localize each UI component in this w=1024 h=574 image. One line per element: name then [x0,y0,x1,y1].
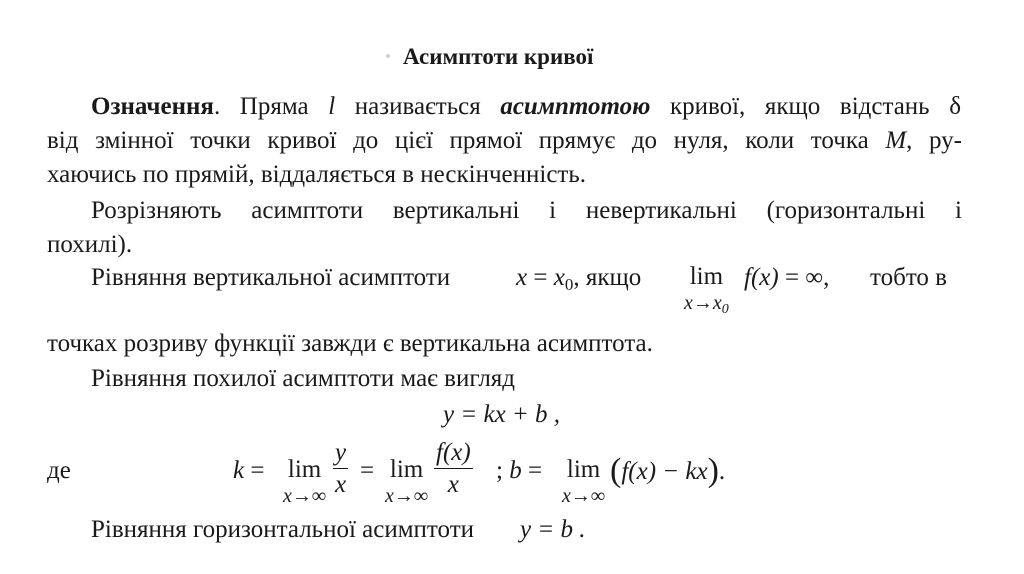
vertical-limit: lim $x\to x_0$ [684,263,729,317]
b-equals: ; b = [496,457,543,484]
vertical-line-2: точках розриву функції завжди є вертикальна асимптота. [47,330,653,357]
types-line-2: похилі). [47,231,133,258]
var-l: l [328,93,336,120]
k-equals: k = [233,457,265,484]
delta-symbol: δ [949,93,961,120]
decorative-dot [386,54,390,58]
definition-line-2: від змінної точки кривої до цієї прямої прямує до нуля, коли точка M, ру- [47,127,963,154]
fraction-fx-over-x: $\frac{f(x)}{x}$ [436,439,471,498]
vertical-function: f(x) = ∞, [744,264,830,291]
vertical-equation: $x = x_0$, якщо [516,264,642,294]
emphasized-term: асимптотою [500,93,651,120]
equals-sign: = [360,457,375,484]
oblique-lead: Рівняння похилої асимптоти має вигляд [91,365,516,392]
vertical-lead: Рівняння вертикальної асимптоти [91,264,451,291]
k-limit-1: lim x→∞ [283,456,327,507]
types-line-1: Розрізняють асимптоти вертикальні і невертикальні (горизонтальні і [91,197,962,224]
b-expression: (f(x) − kx). [610,452,726,489]
var-m: M [885,127,907,154]
definition-term: Означення [91,93,214,120]
definition-line-1: Означення. Пряма l називається асимптотою кривої, якщо відстань δ [91,93,961,120]
fraction-y-over-x: $\frac{y}{x}$ [335,439,347,498]
vertical-tail: тобто в [870,264,947,291]
section-title: Асимптоти кривої [403,44,594,69]
horizontal-equation: y = b . [520,516,586,543]
k-limit-2: lim x→∞ [385,456,429,507]
oblique-equation: y = kx + b , [443,401,561,428]
oblique-de: де [47,457,71,484]
definition-line-3: хаючись по прямій, віддаляється в нескінченність. [47,161,586,188]
horizontal-lead: Рівняння горизонтальної асимптоти [91,516,474,543]
b-limit: lim x→∞ [562,456,606,507]
